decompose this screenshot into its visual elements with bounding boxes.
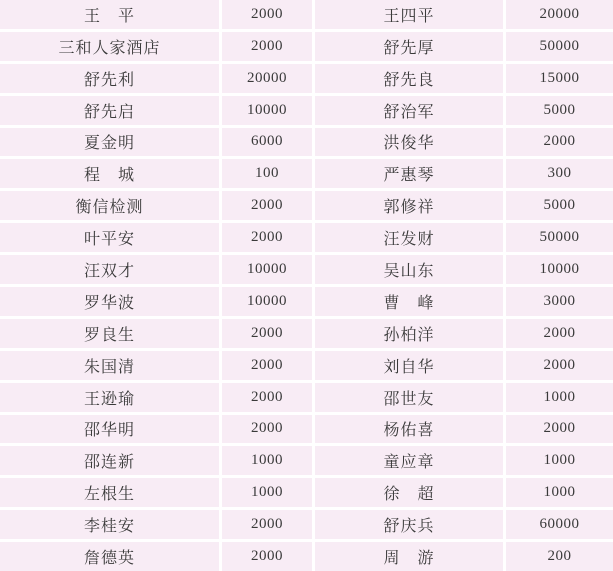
donation-amount-cell: 3000	[506, 287, 613, 316]
donor-name-cell: 李桂安	[0, 510, 219, 539]
donor-name-cell: 严惠琴	[315, 159, 503, 188]
donor-name-cell: 邵世友	[315, 383, 503, 412]
donor-name-cell: 邵连新	[0, 446, 219, 475]
donation-amount-cell: 50000	[506, 223, 613, 252]
donation-amount-cell: 2000	[222, 383, 312, 412]
donor-name-cell: 舒先利	[0, 64, 219, 93]
donor-name-cell: 舒庆兵	[315, 510, 503, 539]
donation-amount-cell: 200	[506, 542, 613, 571]
donor-name-cell: 郭修祥	[315, 191, 503, 220]
donor-name-cell: 衡信检测	[0, 191, 219, 220]
donation-amount-cell: 1000	[506, 478, 613, 507]
donor-name-cell: 王 平	[0, 0, 219, 29]
donor-name-cell: 舒先良	[315, 64, 503, 93]
donation-amount-cell: 2000	[222, 415, 312, 444]
donation-amount-cell: 2000	[506, 319, 613, 348]
donation-amount-cell: 2000	[506, 351, 613, 380]
donor-name-cell: 詹德英	[0, 542, 219, 571]
donor-name-cell: 叶平安	[0, 223, 219, 252]
donor-name-cell: 朱国清	[0, 351, 219, 380]
donation-amount-cell: 2000	[222, 0, 312, 29]
donor-name-cell: 罗良生	[0, 319, 219, 348]
donation-amount-cell: 2000	[506, 415, 613, 444]
donation-amount-cell: 1000	[222, 446, 312, 475]
donor-name-cell: 杨佑喜	[315, 415, 503, 444]
donor-name-cell: 舒治军	[315, 96, 503, 125]
donation-amount-cell: 10000	[506, 255, 613, 284]
donation-amount-cell: 20000	[222, 64, 312, 93]
donation-amount-cell: 50000	[506, 32, 613, 61]
donation-amount-cell: 2000	[222, 351, 312, 380]
donation-amount-cell: 300	[506, 159, 613, 188]
donation-amount-cell: 2000	[506, 128, 613, 157]
donation-amount-cell: 2000	[222, 223, 312, 252]
donation-amount-cell: 1000	[222, 478, 312, 507]
donor-name-cell: 夏金明	[0, 128, 219, 157]
donor-name-cell: 程 城	[0, 159, 219, 188]
donor-name-cell: 汪发财	[315, 223, 503, 252]
donation-amount-cell: 20000	[506, 0, 613, 29]
donation-amount-cell: 60000	[506, 510, 613, 539]
donor-name-cell: 吴山东	[315, 255, 503, 284]
donation-amount-cell: 100	[222, 159, 312, 188]
donor-name-cell: 王逊瑜	[0, 383, 219, 412]
donor-name-cell: 徐 超	[315, 478, 503, 507]
donor-name-cell: 洪俊华	[315, 128, 503, 157]
donor-name-cell: 孙柏洋	[315, 319, 503, 348]
donor-name-cell: 舒先厚	[315, 32, 503, 61]
donation-amount-cell: 10000	[222, 255, 312, 284]
donor-name-cell: 王四平	[315, 0, 503, 29]
donation-amount-cell: 2000	[222, 319, 312, 348]
donation-amount-cell: 15000	[506, 64, 613, 93]
donation-amount-cell: 2000	[222, 510, 312, 539]
donor-name-cell: 刘自华	[315, 351, 503, 380]
donation-amount-cell: 2000	[222, 32, 312, 61]
donor-name-cell: 罗华波	[0, 287, 219, 316]
donation-amount-cell: 1000	[506, 446, 613, 475]
donation-amount-cell: 6000	[222, 128, 312, 157]
donor-name-cell: 周 游	[315, 542, 503, 571]
donor-name-cell: 曹 峰	[315, 287, 503, 316]
donation-amount-cell: 2000	[222, 191, 312, 220]
donation-amount-cell: 10000	[222, 96, 312, 125]
donor-name-cell: 汪双才	[0, 255, 219, 284]
donation-amount-cell: 1000	[506, 383, 613, 412]
donation-amount-cell: 5000	[506, 96, 613, 125]
donation-amount-cell: 2000	[222, 542, 312, 571]
donor-name-cell: 舒先启	[0, 96, 219, 125]
donor-name-cell: 邵华明	[0, 415, 219, 444]
donor-name-cell: 童应章	[315, 446, 503, 475]
donation-amount-cell: 10000	[222, 287, 312, 316]
donor-name-cell: 三和人家酒店	[0, 32, 219, 61]
donor-name-cell: 左根生	[0, 478, 219, 507]
donation-amount-cell: 5000	[506, 191, 613, 220]
